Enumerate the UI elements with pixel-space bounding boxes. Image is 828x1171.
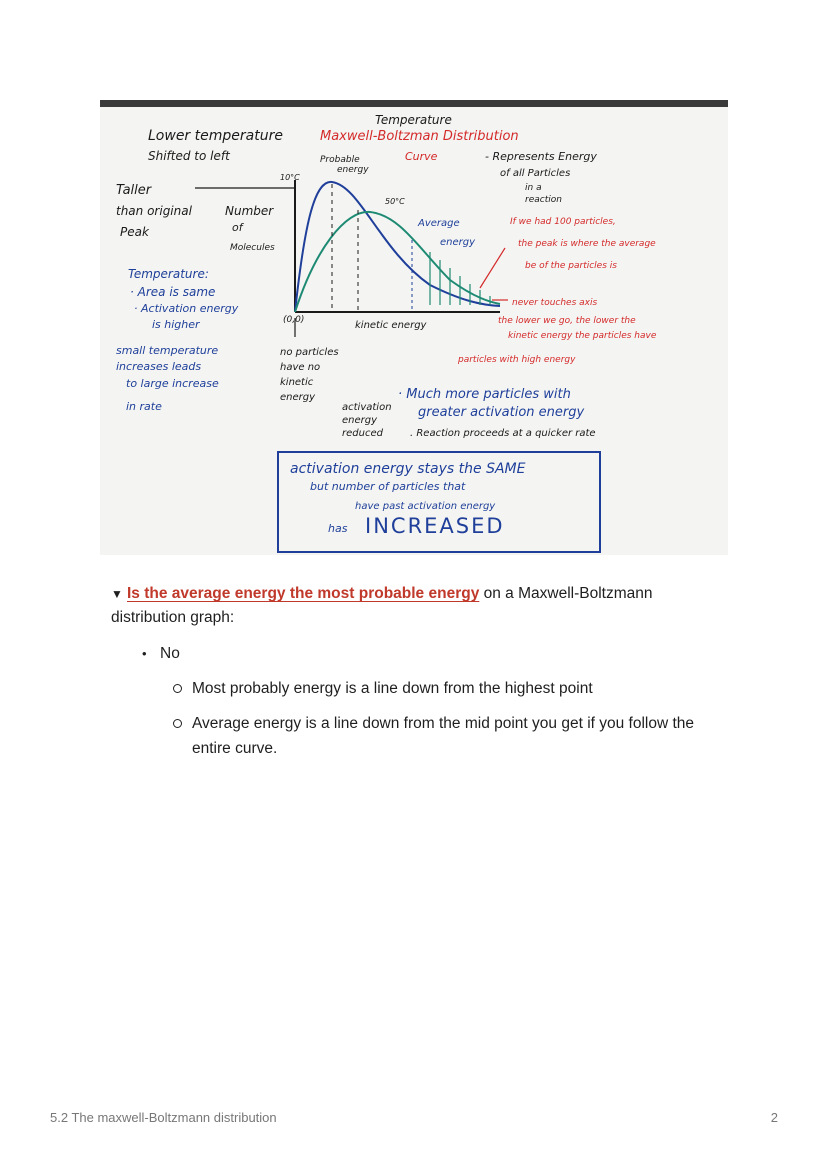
in-a: in a	[525, 183, 542, 193]
area-same: · Area is same	[130, 285, 216, 299]
no-particles3: kinetic	[280, 377, 314, 388]
act-reduced3: reduced	[342, 428, 383, 439]
particles100-b: the peak is where the average	[518, 239, 656, 249]
average2: energy	[440, 237, 476, 248]
act-higher1: · Activation energy	[134, 302, 239, 315]
curve-high-temp	[295, 212, 500, 312]
box-line1: activation energy stays the SAME	[290, 461, 526, 477]
number: Number	[225, 204, 274, 218]
toggle-triangle-icon[interactable]: ▼	[111, 587, 123, 601]
never-touches: never touches axis	[512, 298, 598, 308]
much-more1: · Much more particles with	[398, 387, 571, 402]
circle-bullet-icon	[173, 719, 182, 728]
circle-bullet-icon	[173, 684, 182, 693]
lower-kinetic1: the lower we go, the lower the	[498, 316, 636, 326]
reaction: reaction	[525, 195, 562, 205]
particles100-a: If we had 100 particles,	[510, 217, 616, 227]
title-line1: Temperature	[375, 113, 452, 127]
title-line2: Maxwell-Boltzman Distribution	[320, 129, 519, 144]
than-original: than original	[116, 204, 192, 218]
no-particles1: no particles	[280, 347, 339, 358]
shifted-left: Shifted to left	[148, 149, 230, 163]
probable1: Probable	[320, 155, 360, 165]
molecules: Molecules	[230, 243, 275, 253]
fifty-c: 50°C	[385, 197, 405, 206]
toggle-block[interactable]	[111, 582, 721, 630]
act-reduced1: activation	[342, 402, 392, 413]
small-temp4: in rate	[126, 400, 162, 413]
lower-kinetic2: kinetic energy the particles have	[508, 331, 657, 341]
page-number: 2	[770, 1110, 778, 1125]
subpoint-text: Most probably energy is a line down from the highest point	[192, 680, 593, 697]
taller: Taller	[116, 183, 152, 198]
quicker: . Reaction proceeds at a quicker rate	[410, 428, 596, 439]
particles-high: particles with high energy	[458, 355, 576, 365]
lower-temp: Lower temperature	[148, 128, 283, 144]
represents: - Represents Energy	[485, 150, 597, 163]
small-temp1: small temperature	[116, 344, 219, 357]
subpoint-item	[172, 676, 732, 701]
act-higher2: is higher	[152, 318, 200, 331]
of: of	[232, 221, 243, 234]
board-frame	[100, 100, 728, 107]
small-temp2: increases leads	[116, 360, 202, 373]
peak: Peak	[120, 225, 149, 239]
box-line2: but number of particles that	[310, 480, 466, 493]
temperature-label: Temperature:	[128, 267, 209, 281]
question-link[interactable]: Is the average energy the most probable energy	[127, 585, 480, 602]
whiteboard-photo	[100, 100, 728, 555]
of-all: of all Particles	[500, 168, 571, 179]
ten-c: 10°C	[280, 173, 300, 182]
average1: Average	[418, 218, 460, 229]
subpoint-text: Average energy is a line down from the mid point you get if you follow the entire curve.	[192, 715, 695, 757]
no-particles2: have no	[280, 362, 321, 373]
act-reduced2: energy	[342, 415, 378, 426]
bullet-icon: •	[142, 646, 147, 661]
box-line4b: INCREASED	[365, 514, 505, 538]
much-more2: greater activation energy	[418, 405, 585, 420]
origin-label: (0,0)	[283, 315, 305, 325]
curve-label: Curve	[405, 150, 438, 163]
no-particles4: energy	[280, 392, 316, 403]
kinetic-energy-label: kinetic energy	[355, 320, 427, 331]
small-temp3: to large increase	[126, 377, 219, 390]
subpoint-item	[172, 711, 732, 761]
whiteboard-drawing	[100, 100, 728, 555]
answer-item	[142, 643, 180, 665]
answer-label: No	[160, 645, 180, 662]
probable2: energy	[337, 165, 369, 175]
avg-arrow	[480, 248, 505, 288]
question-rest: on a Maxwell-Boltzmann distribution graph:	[111, 585, 653, 626]
particles100-c: be of the particles is	[525, 261, 617, 271]
box-line3: have past activation energy	[355, 501, 496, 512]
footer-title: 5.2 The maxwell-Boltzmann distribution	[50, 1110, 277, 1125]
box-line4a: has	[328, 522, 348, 535]
